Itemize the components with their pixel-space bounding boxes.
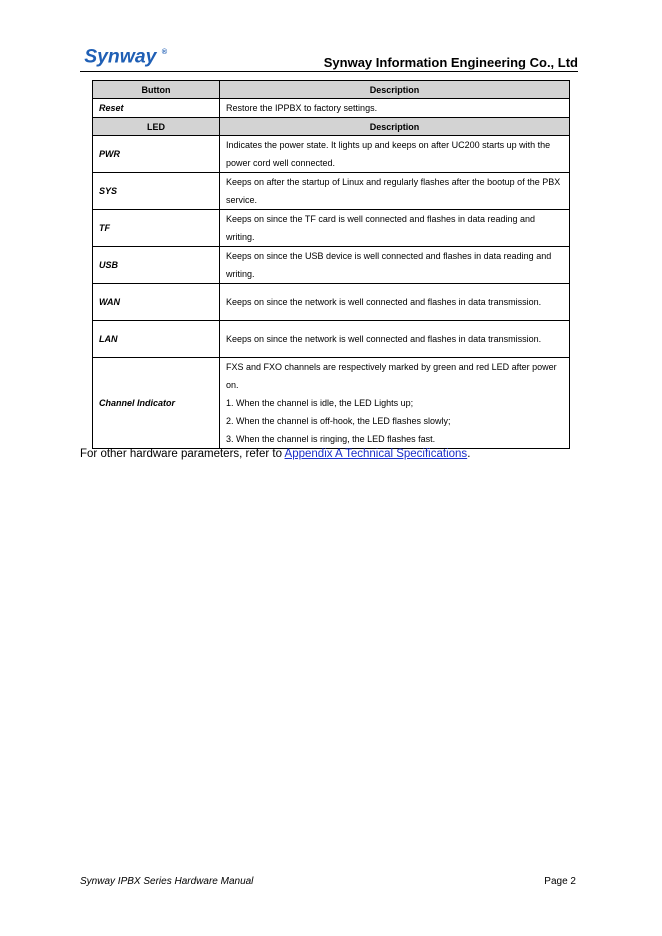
synway-logo	[80, 44, 190, 68]
led-desc: Indicates the power state. It lights up and keeps on after UC200 starts up with the power cord well connected.	[220, 136, 570, 173]
company-name: Synway Information Engineering Co., Ltd	[323, 55, 578, 70]
header-button: Button	[93, 81, 220, 99]
led-name: Channel Indicator	[93, 358, 220, 449]
table-row	[93, 284, 570, 321]
button-desc: Restore the IPPBX to factory settings.	[220, 99, 570, 118]
header-description: Description	[220, 81, 570, 99]
channel-line: 2. When the channel is off-hook, the LED flashes slowly;	[226, 416, 451, 426]
led-desc: Keeps on since the network is well connected and flashes in data transmission.	[220, 321, 570, 358]
table-row	[93, 321, 570, 358]
led-name: PWR	[93, 136, 220, 173]
led-desc: Keeps on since the TF card is well connected and flashes in data reading and writing.	[220, 210, 570, 247]
table-row	[93, 247, 570, 284]
led-name: WAN	[93, 284, 220, 321]
hardware-note	[80, 448, 470, 460]
spec-table	[92, 80, 570, 449]
led-header-row	[93, 118, 570, 136]
channel-line: FXS and FXO channels are respectively marked by green and red LED after power on.	[226, 362, 557, 390]
svg-text:®: ®	[161, 47, 168, 57]
led-name: SYS	[93, 173, 220, 210]
table-row	[93, 358, 570, 449]
button-header-row	[93, 81, 570, 99]
led-name: LAN	[93, 321, 220, 358]
table-row	[93, 173, 570, 210]
button-name: Reset	[93, 99, 220, 118]
note-suffix: .	[467, 448, 471, 460]
appendix-link[interactable]: Appendix A Technical Specifications	[284, 448, 468, 460]
channel-line: 3. When the channel is ringing, the LED flashes fast.	[226, 434, 436, 444]
channel-desc	[220, 358, 570, 449]
footer-page-number: Page 2	[544, 876, 576, 887]
led-desc: Keeps on since the USB device is well connected and flashes in data reading and writing.	[220, 247, 570, 284]
table-row	[93, 136, 570, 173]
page-header	[80, 44, 578, 72]
led-name: TF	[93, 210, 220, 247]
footer-manual-title: Synway IPBX Series Hardware Manual	[80, 876, 254, 887]
table-row	[93, 99, 570, 118]
channel-line: 1. When the channel is idle, the LED Lights up;	[226, 398, 414, 408]
header-description: Description	[220, 118, 570, 136]
led-desc: Keeps on after the startup of Linux and regularly flashes after the bootup of the PBX service.	[220, 173, 570, 210]
led-desc: Keeps on since the network is well connected and flashes in data transmission.	[220, 284, 570, 321]
note-text: For other hardware parameters, refer to	[80, 448, 285, 460]
svg-text:Synway: Synway	[84, 45, 157, 68]
table-row	[93, 210, 570, 247]
header-led: LED	[93, 118, 220, 136]
header-rule	[80, 71, 578, 72]
led-name: USB	[93, 247, 220, 284]
